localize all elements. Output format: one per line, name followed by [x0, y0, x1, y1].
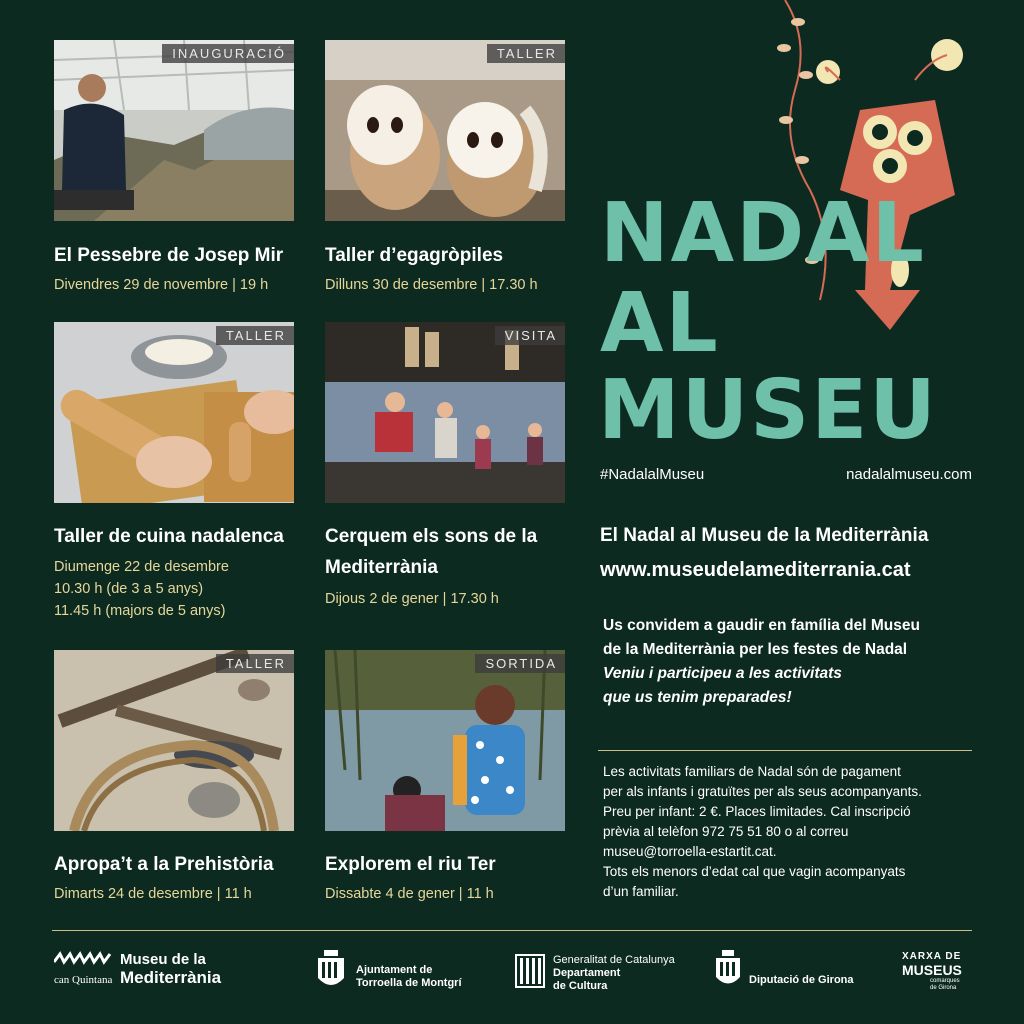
invite-line: de la Mediterrània per les festes de Nadal — [603, 641, 908, 658]
note-line: prèvia al telèfon 972 75 51 80 o al correu — [603, 824, 849, 839]
footer-divider — [52, 930, 972, 931]
invite-italic-line: Veniu i participeu a les activitats — [603, 665, 842, 682]
activity-date: Dissabte 4 de gener | 11 h — [325, 886, 494, 902]
note-line: Tots els menors d’edat cal que vagin acompanyats — [603, 864, 906, 879]
logo-museu-mediterrania: Museu de la Mediterrània — [120, 951, 222, 987]
activity-title: Taller d’egagròpiles — [325, 245, 504, 266]
note-email[interactable]: museu@torroella-estartit.cat. — [603, 844, 777, 859]
logo-xarxa-museus: XARXA DE MUSEUS comarques de Girona — [902, 951, 962, 991]
divider — [598, 750, 972, 751]
hero-title-nadal: NADAL — [600, 186, 926, 281]
category-tag: TALLER — [216, 326, 294, 345]
category-tag: TALLER — [487, 44, 565, 63]
note-line: Preu per infant: 2 €. Places limitades. Cal inscripció — [603, 804, 911, 819]
invite-italic-line: que us tenim preparades! — [603, 689, 792, 706]
hashtag: #NadalalMuseu — [600, 466, 705, 483]
activity-date: Dimarts 24 de desembre | 11 h — [54, 886, 252, 902]
activity-date: Dilluns 30 de desembre | 17.30 h — [325, 277, 538, 293]
hero-website-link[interactable]: nadalalmuseu.com — [846, 466, 972, 483]
invite-line: Us convidem a gaudir en família del Museu — [603, 617, 920, 634]
coat-of-arms-icon — [316, 950, 346, 992]
activity-title: Taller de cuina nadalenca — [54, 526, 284, 547]
activity-title-line2: Mediterrània — [325, 557, 438, 578]
activity-date: Divendres 29 de novembre | 19 h — [54, 277, 269, 293]
generalitat-emblem-icon — [515, 954, 545, 988]
activity-date: Dijous 2 de gener | 17.30 h — [325, 591, 499, 607]
hero-title-museu: MUSEU — [598, 363, 938, 458]
activity-title: Explorem el riu Ter — [325, 854, 496, 875]
info-notes — [603, 762, 922, 902]
category-tag: INAUGURACIÓ — [162, 44, 294, 63]
museum-url-link[interactable]: www.museudelamediterrania.cat — [600, 559, 911, 581]
activity-title: Apropa’t a la Prehistòria — [54, 854, 274, 875]
info-heading: El Nadal al Museu de la Mediterrània — [600, 525, 929, 546]
activity-date: Diumenge 22 de desembre — [54, 559, 229, 575]
note-line: d’un familiar. — [603, 884, 679, 899]
photo-cooking — [54, 322, 294, 503]
photo-river — [325, 650, 565, 831]
photo-prehistory — [54, 650, 294, 831]
category-tag: VISITA — [495, 326, 565, 345]
photo-visit — [325, 322, 565, 503]
activity-time: 10.30 h (de 3 a 5 anys) — [54, 581, 204, 597]
activity-title-line1: Cerquem els sons de la — [325, 526, 538, 547]
hero-title-al: AL — [600, 276, 720, 371]
coat-of-arms-icon — [715, 950, 741, 990]
category-tag: SORTIDA — [475, 654, 565, 673]
wave-icon — [54, 950, 112, 968]
photo-owls — [325, 40, 565, 221]
note-line: per als infants i gratuïtes per als seus acompanyants. — [603, 784, 922, 799]
photo-pessebre — [54, 40, 294, 221]
note-line: Les activitats familiars de Nadal són de pagament — [603, 764, 901, 779]
activity-title: El Pessebre de Josep Mir — [54, 245, 284, 266]
category-tag: TALLER — [216, 654, 294, 673]
activity-time: 11.45 h (majors de 5 anys) — [54, 603, 226, 619]
logo-can-quintana: can Quintana — [54, 950, 112, 998]
